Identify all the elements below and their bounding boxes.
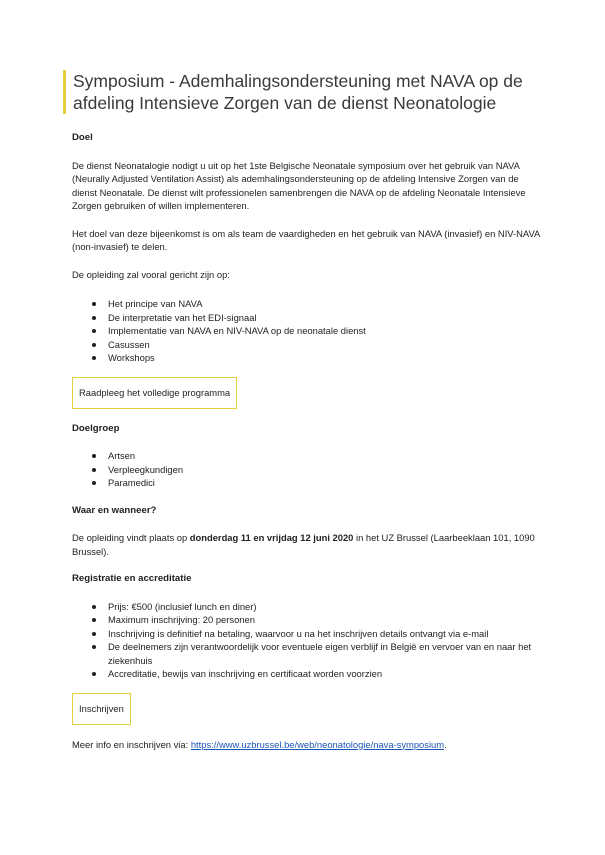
title-block <box>63 70 543 114</box>
doel-paragraph-1: De dienst Neonatalogie nodigt u uit op het 1ste Belgische Neonatale symposium over het gebruik van NAVA (Neurally Adjusted Ventilation Assist) als ademhalingsondersteuning op de afdeling Intensive Zorgen van de dienst Neonatale. De dienst wilt professionelen samenbrengen die NAVA op de afdeling Neonatale Intensieve Zorgen gebruiken of willen implementeren. <box>72 159 526 211</box>
doel-list <box>72 297 542 365</box>
more-info-text: Meer info en inschrijven via: <box>72 738 191 750</box>
page-title: Symposium - Ademhalingsondersteuning met NAVA op de afdeling Intensieve Zorgen van de dienst Neonatologie <box>73 71 523 113</box>
doelgroep-heading: Doelgroep <box>72 422 120 434</box>
registratie-heading: Registratie en accreditatie <box>72 573 192 584</box>
waar-paragraph <box>72 531 542 558</box>
list-item: Prijs: €500 (inclusief lunch en diner) <box>72 600 542 614</box>
list-item: Implementatie van NAVA en NIV-NAVA op de neonatale dienst <box>72 324 542 338</box>
more-info-period: . <box>444 738 447 750</box>
list-item: Inschrijving is definitief na betaling, waarvoor u na het inschrijven details ontvangt via e-mail <box>72 627 542 641</box>
list-item: Casussen <box>72 338 542 352</box>
doel-paragraph-3: De opleiding zal vooral gericht zijn op: <box>72 268 230 280</box>
waar-text-post: in het UZ Brussel (Laarbeeklaan 101, 1090 Brussel). <box>72 532 535 557</box>
waar-heading: Waar en wanneer? <box>72 504 157 516</box>
list-item: Het principe van NAVA <box>72 297 542 311</box>
waar-text-pre: De opleiding vindt plaats op <box>72 532 190 543</box>
register-button[interactable]: Inschrijven <box>72 693 131 725</box>
doelgroep-list <box>72 449 542 490</box>
waar-dates: donderdag 11 en vrijdag 12 juni 2020 <box>189 532 354 543</box>
list-item: De deelnemers zijn verantwoordelijk voor eventuele eigen verblijf in België en vervoer van en naar het ziekenhuis <box>72 640 542 667</box>
list-item: Artsen <box>72 449 542 463</box>
main-content <box>72 131 542 751</box>
doel-heading: Doel <box>72 132 93 143</box>
more-info-link[interactable]: https://www.uzbrussel.be/web/neonatologie/nava-symposium <box>190 738 445 750</box>
list-item: Maximum inschrijving: 20 personen <box>72 613 542 627</box>
doel-paragraph-2: Het doel van deze bijeenkomst is om als team de vaardigheden en het gebruik van NAVA (invasief) en NIV-NAVA (non-invasief) te delen. <box>72 227 540 252</box>
more-info <box>72 738 542 752</box>
list-item: Verpleegkundigen <box>72 463 542 477</box>
list-item: Workshops <box>72 351 542 365</box>
registratie-list <box>72 600 542 681</box>
list-item: De interpretatie van het EDI-signaal <box>72 311 542 325</box>
program-button[interactable]: Raadpleeg het volledige programma <box>72 377 237 409</box>
list-item: Accreditatie, bewijs van inschrijving en certificaat worden voorzien <box>72 667 542 681</box>
list-item: Paramedici <box>72 476 542 490</box>
